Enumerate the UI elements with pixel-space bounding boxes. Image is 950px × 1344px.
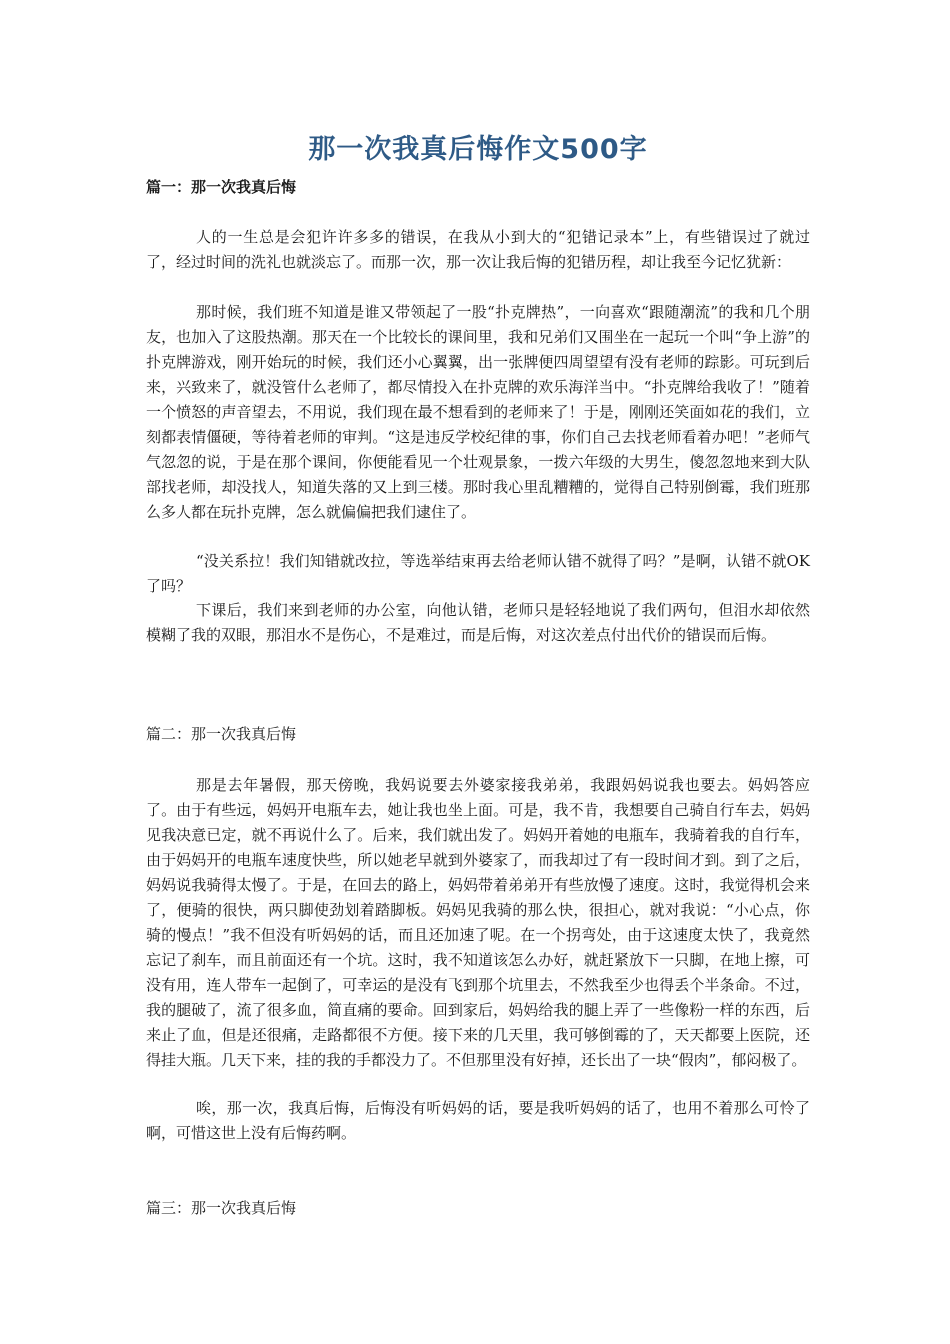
section-2-paragraph-1: 那是去年暑假，那天傍晚，我妈说要去外婆家接我弟弟，我跟妈妈说我也要去。妈妈答应了。由于有些远，妈妈开电瓶车去，她让我也坐上面。可是，我不肯，我想要自己骑自行车去，妈妈见我决意已定，就不再说什么了。后来，我们就出发了。妈妈开着她的电瓶车，我骑着我的自行车，由于妈妈开的电瓶车速度快些，所以她老早就到外婆家了，而我却过了有一段时间才到。到了之后，妈妈说我骑得太慢了。于是，在回去的路上，妈妈带着弟弟开有些放慢了速度。这时，我觉得机会来了，便骑的很快，两只脚使劲划着踏脚板。妈妈见我骑的那么快，很担心，就对我说：“小心点，你骑的慢点！”我不但没有听妈妈的话，而且还加速了呢。在一个拐弯处，由于这速度太快了，我竟然忘记了刹车，而且前面还有一个坑。这时，我不知道该怎么办好，就赶紧放下一只脚，在地上擦，可没有用，连人带车一起倒了，可幸运的是没有飞到那个坑里去，不然我至少也得丢个半条命。不过，我的腿破了，流了很多血，简直痛的要命。回到家后，妈妈给我的腿上弄了一些像粉一样的东西，后来止了血，但是还很痛，走路都很不方便。接下来的几天里，我可够倒霉的了，天天都要上医院，还得挂大瓶。几天下来，挂的我的手都没力了。不但那里没有好掉，还长出了一块“假肉”，郁闷极了。 <box>146 776 810 1069</box>
section-1-heading: 篇一：那一次我真后悔 <box>146 178 297 196</box>
section-1-paragraph-1: 人的一生总是会犯许许多多的错误，在我从小到大的“犯错记录本”上，有些错误过了就过了，经过时间的洗礼也就淡忘了。而那一次，那一次让我后悔的犯错历程，却让我至今记忆犹新： <box>146 228 810 271</box>
section-2-heading: 篇二：那一次我真后悔 <box>146 725 297 743</box>
section-1-paragraph-4: 下课后，我们来到老师的办公室，向他认错，老师只是轻轻地说了我们两句，但泪水却依然模糊了我的双眼，那泪水不是伤心，不是难过，而是后悔，对这次差点付出代价的错误而后悔。 <box>146 601 810 644</box>
section-1-paragraph-3: “没关系拉！我们知错就改拉，等选举结束再去给老师认错不就得了吗？”是啊，认错不就OK了吗？ <box>146 552 810 595</box>
section-1-paragraph-2: 那时候，我们班不知道是谁又带领起了一股“扑克牌热”，一向喜欢“跟随潮流”的我和几个朋友，也加入了这股热潮。那天在一个比较长的课间里，我和兄弟们又围坐在一起玩一个叫“争上游”的扑克牌游戏，刚开始玩的时候，我们还小心翼翼，出一张牌便四周望望有没有老师的踪影。可玩到后来，兴致来了，就没管什么老师了，都尽情投入在扑克牌的欢乐海洋当中。“扑克牌给我收了！”随着一个愤怒的声音望去，不用说，我们现在最不想看到的老师来了！于是，刚刚还笑面如花的我们，立刻都表情僵硬，等待着老师的审判。“这是违反学校纪律的事，你们自己去找老师看着办吧！”老师气气忽忽的说，于是在那个课间，你便能看见一个壮观景象，一拨六年级的大男生，傻忽忽地来到大队部找老师，却没找人，知道失落的又上到三楼。那时我心里乱糟糟的，觉得自己特别倒霉，我们班那么多人都在玩扑克牌，怎么就偏偏把我们逮住了。 <box>146 303 810 521</box>
section-3-heading: 篇三：那一次我真后悔 <box>146 1199 297 1217</box>
document-title: 那一次我真后悔作文500字 <box>308 134 648 165</box>
section-2-paragraph-2: 唉，那一次，我真后悔，后悔没有听妈妈的话，要是我听妈妈的话了，也用不着那么可怜了啊，可惜这世上没有后悔药啊。 <box>146 1099 810 1142</box>
